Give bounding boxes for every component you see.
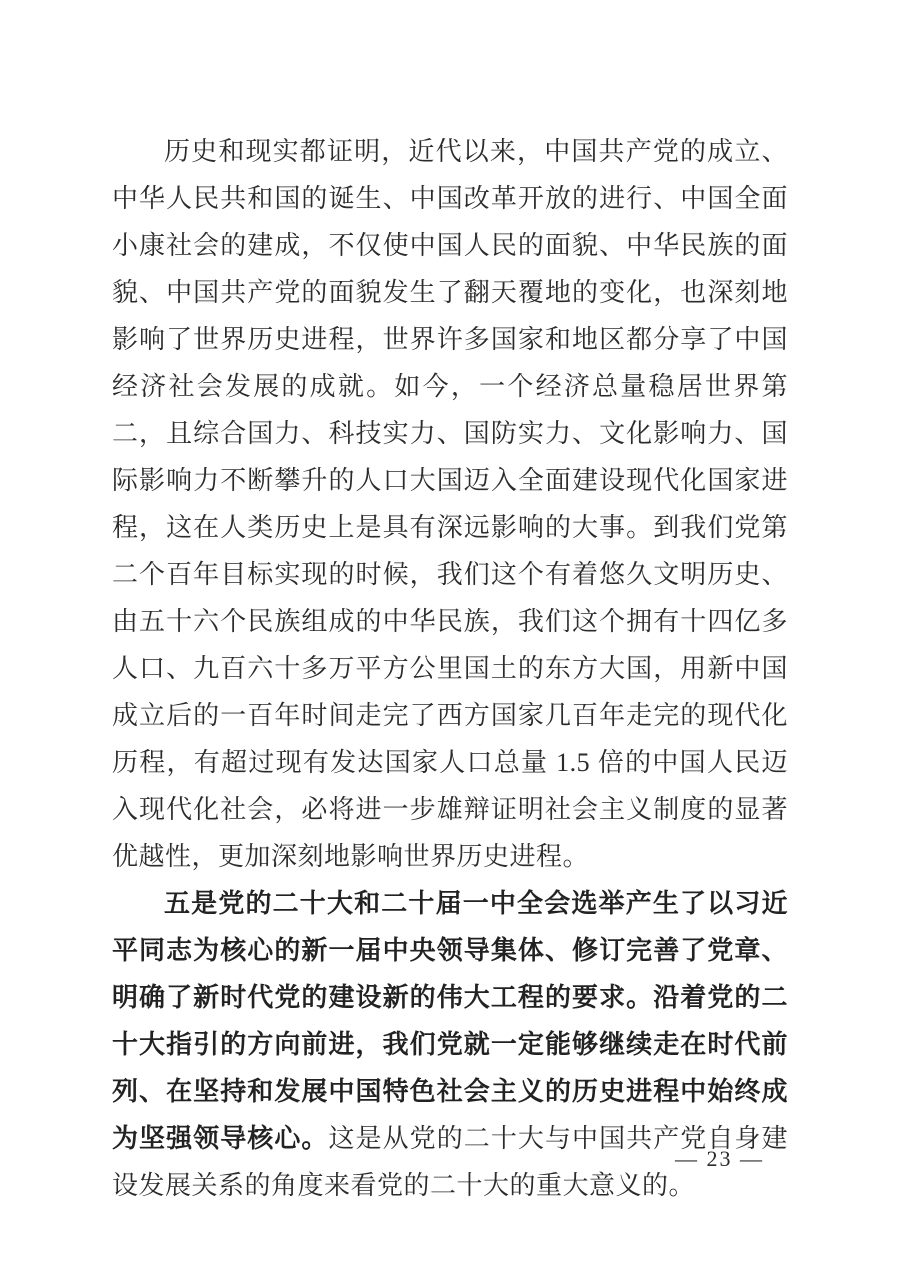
page-number: — 23 — <box>675 1146 764 1171</box>
paragraph-bold-run: 五是党的二十大和二十届一中全会选举产生了以习近平同志为核心的新一届中央领导集体、修订完善了党章、明确了新时代党的建设新的伟大工程的要求。沿着党的二十大指引的方向前进，我们党就一定能够继续走在时代前列、在坚持和发展中国特色社会主义的历史进程中始终成为坚强领导核心。 <box>112 889 788 1153</box>
document-body <box>112 128 788 1209</box>
paragraph-history-proof: 历史和现实都证明，近代以来，中国共产党的成立、中华人民共和国的诞生、中国改革开放的进行、中国全面小康社会的建成，不仅使中国人民的面貌、中华民族的面貌、中国共产党的面貌发生了翻天覆地的变化，也深刻地影响了世界历史进程，世界许多国家和地区都分享了中国经济社会发展的成就。如今，一个经济总量稳居世界第二，且综合国力、科技实力、国防实力、文化影响力、国际影响力不断攀升的人口大国迈入全面建设现代化国家进程，这在人类历史上是具有深远影响的大事。到我们党第二个百年目标实现的时候，我们这个有着悠久文明历史、由五十六个民族组成的中华民族，我们这个拥有十四亿多人口、九百六十多万平方公里国土的东方大国，用新中国成立后的一百年时间走完了西方国家几百年走完的现代化历程，有超过现有发达国家人口总量 1.5 倍的中国人民迈入现代化社会，必将进一步雄辩证明社会主义制度的显著优越性，更加深刻地影响世界历史进程。 <box>112 137 788 871</box>
paragraph-regular-run: 这是从党的二十大与中国共产党自身建设发展关系的角度来看党的二十大的重大意义的。 <box>112 1124 788 1200</box>
